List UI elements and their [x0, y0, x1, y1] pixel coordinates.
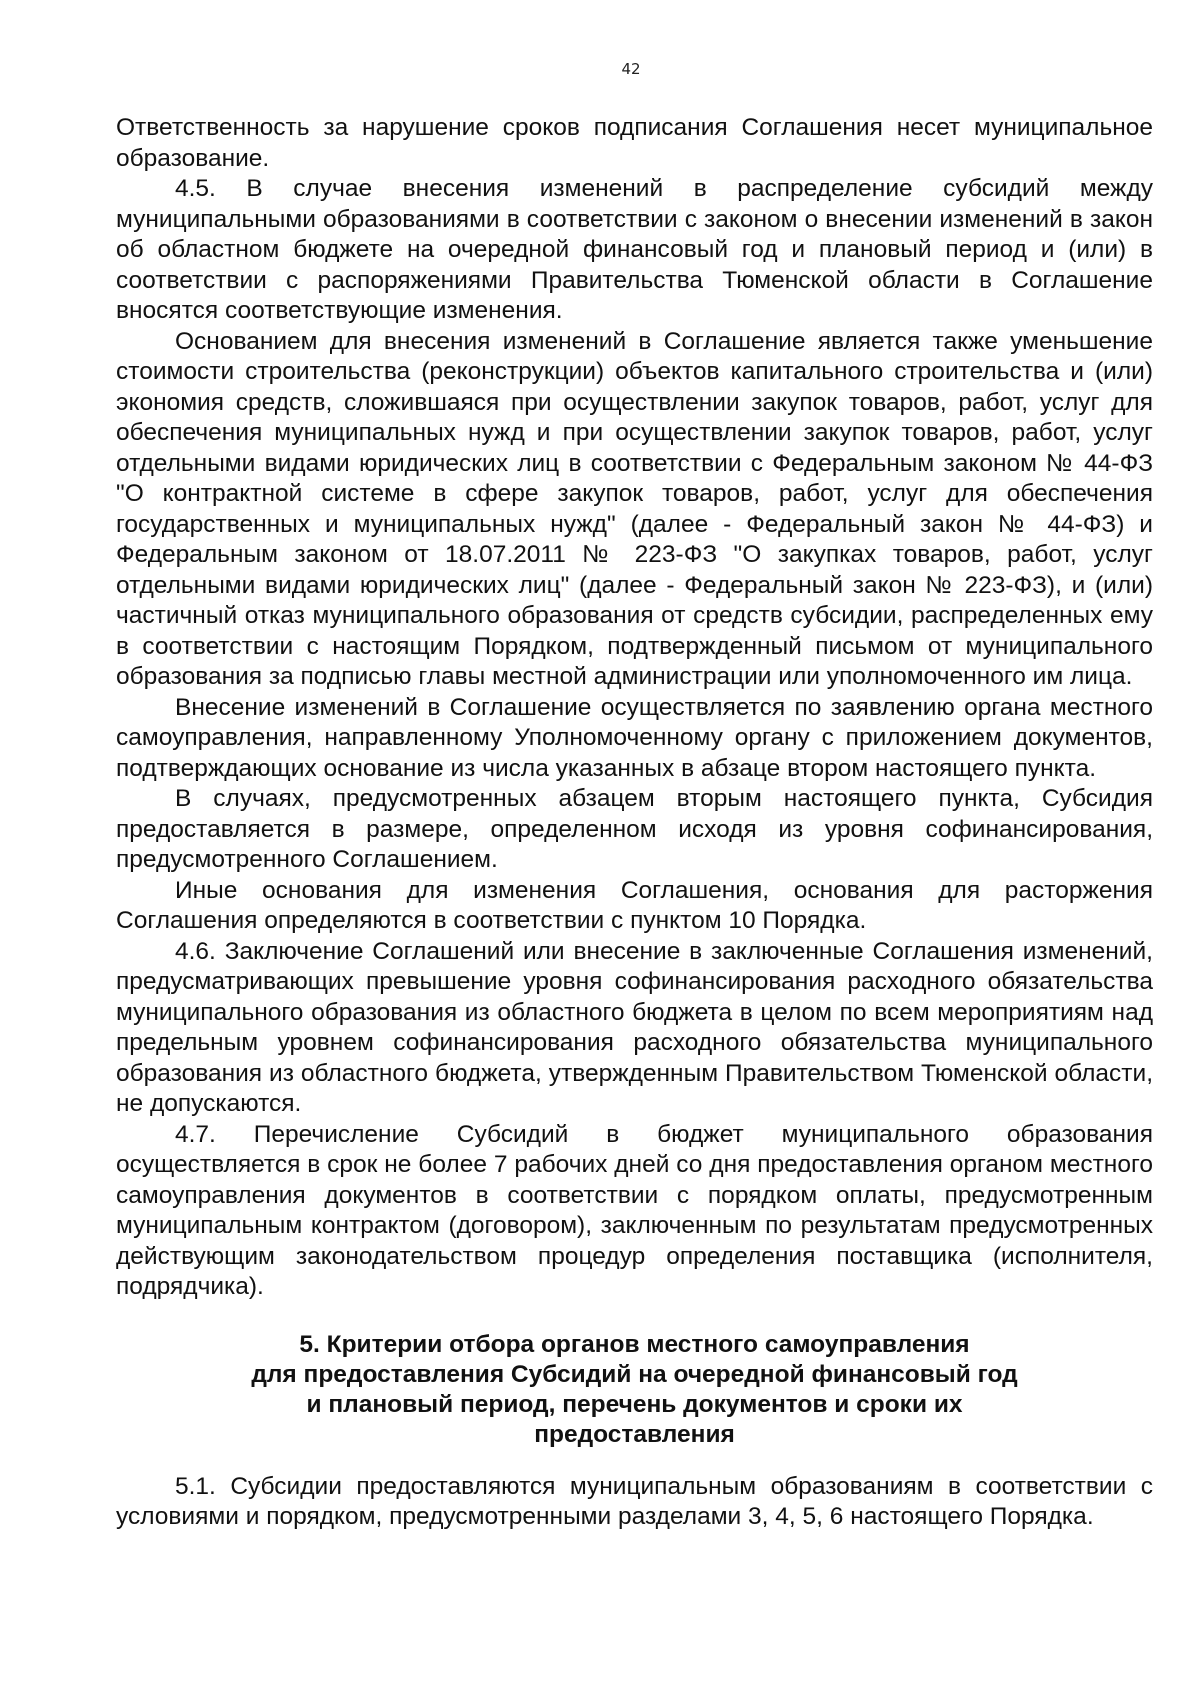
- section-heading-line: предоставления: [534, 1420, 735, 1448]
- section-heading-line: 5. Критерии отбора органов местного самоуправления: [299, 1330, 970, 1358]
- paragraph-5-1: 5.1. Субсидии предоставляются муниципальным образованиям в соответствии с условиями и порядком, предусмотренными разделами 3, 4, 5, 6 настоящего Порядка.: [116, 1472, 1153, 1530]
- page-number: 42: [621, 60, 641, 78]
- paragraph-4-5-cases: В случаях, предусмотренных абзацем вторым настоящего пункта, Субсидия предоставляется в размере, определенном исходя из уровня софинансирования, предусмотренного Соглашением.: [116, 785, 1153, 873]
- paragraph-4-5-grounds: Основанием для внесения изменений в Соглашение является также уменьшение стоимости строительства (реконструкции) объектов капитального строительства и (или) экономия средств, сложившаяся при осуществлении закупок товаров, работ, услуг для обеспечения муниципальных нужд и при осуществлении закупок товаров, работ, услуг отдельными видами юридических лиц в соответствии с Федеральным законом № 44-ФЗ "О контрактной системе в сфере закупок товаров, работ, услуг для обеспечения государственных и муниципальных нужд" (далее - Федеральный закон № 44-ФЗ) и Федеральным законом от 18.07.2011 № 223-ФЗ "О закупках товаров, работ, услуг отдельными видами юридических лиц" (далее - Федеральный закон № 223-ФЗ), и (или) частичный отказ муниципального образования от средств субсидии, распределенных ему в соответствии с настоящим Порядком, подтвержденный письмом от муниципального образования за подписью главы местной администрации или уполномоченного им лица.: [116, 327, 1153, 690]
- paragraph-4-7: 4.7. Перечисление Субсидий в бюджет муниципального образования осуществляется в срок не более 7 рабочих дней со дня предоставления органом местного самоуправления документов в соответствии с порядком оплаты, предусмотренным муниципальным контрактом (договором), заключенным по результатам предусмотренных действующим законодательством процедур определения поставщика (исполнителя, подрядчика).: [116, 1120, 1153, 1300]
- paragraph-liability: Ответственность за нарушение сроков подписания Соглашения несет муниципальное образование.: [116, 114, 1153, 172]
- paragraph-4-6: 4.6. Заключение Соглашений или внесение в заключенные Соглашения изменений, предусматривающих превышение уровня софинансирования расходного обязательства муниципального образования из областного бюджета в целом по всем мероприятиям над предельным уровнем софинансирования расходного обязательства муниципального образования из областного бюджета, утвержденным Правительством Тюменской области, не допускаются.: [116, 937, 1153, 1117]
- section-heading-line: и плановый период, перечень документов и сроки их: [306, 1390, 963, 1418]
- paragraph-4-5-other-grounds: Иные основания для изменения Соглашения, основания для расторжения Соглашения определяются в соответствии с пунктом 10 Порядка.: [116, 876, 1153, 934]
- paragraph-4-5: 4.5. В случае внесения изменений в распределение субсидий между муниципальными образованиями в соответствии с законом о внесении изменений в закон об областном бюджете на очередной финансовый год и плановый период и (или) в соответствии с распоряжениями Правительства Тюменской области в Соглашение вносятся соответствующие изменения.: [116, 175, 1153, 324]
- paragraph-4-5-application: Внесение изменений в Соглашение осуществляется по заявлению органа местного самоуправления, направленному Уполномоченному органу с приложением документов, подтверждающих основание из числа указанных в абзаце втором настоящего пункта.: [116, 693, 1153, 782]
- document-body: [116, 113, 1153, 1533]
- section-heading-line: для предоставления Субсидий на очередной финансовый год: [251, 1360, 1018, 1388]
- section-5-heading: [116, 1330, 1153, 1450]
